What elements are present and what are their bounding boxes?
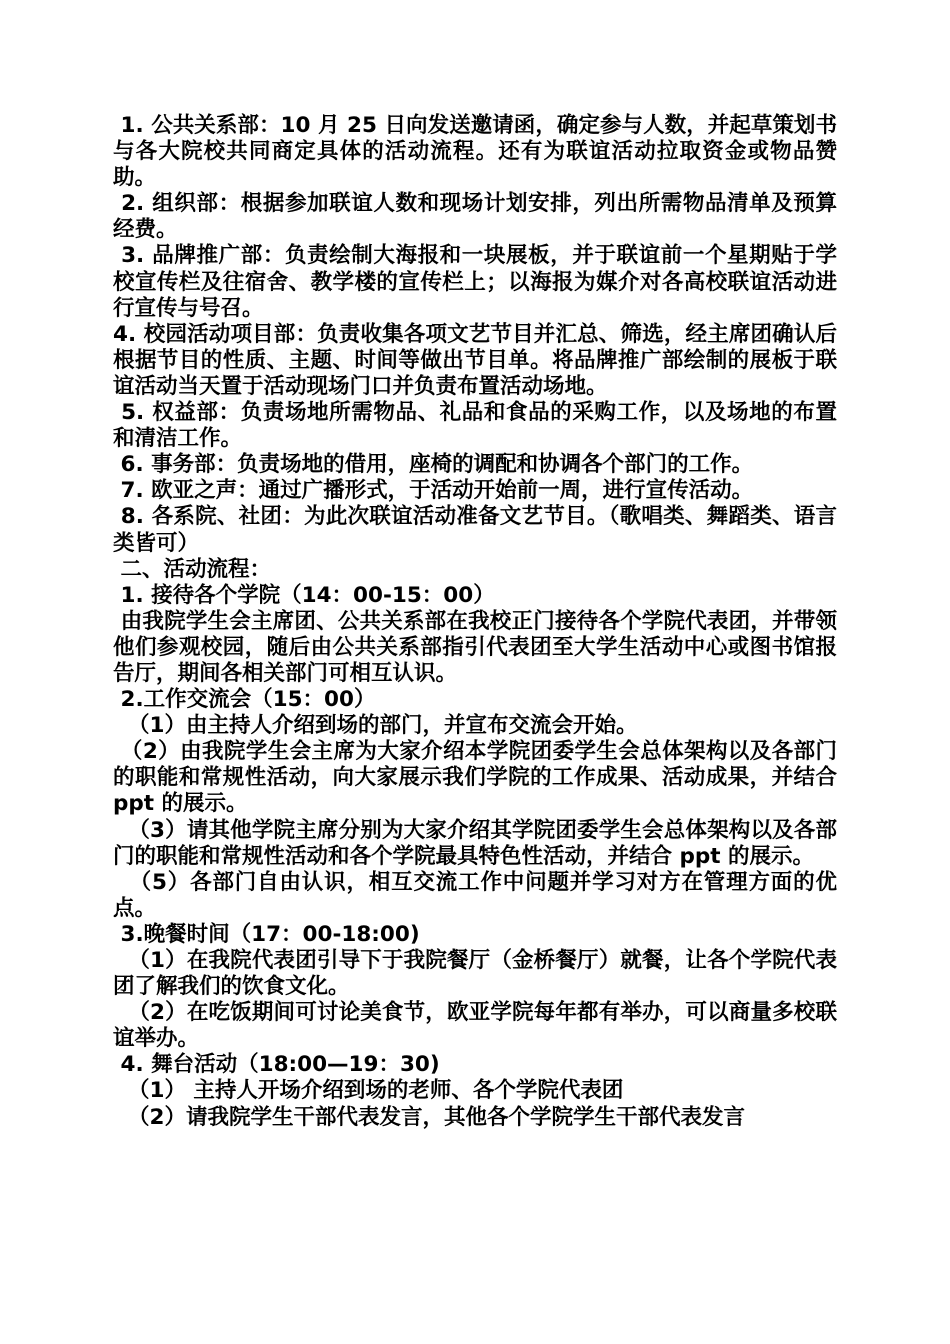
paragraph-affairs: 6. 事务部：负责场地的借用，座椅的调配和协调各个部门的工作。 <box>113 452 754 478</box>
paragraph-departments-clubs: 8. 各系院、社团：为此次联谊活动准备文艺节目。（歌唱类、舞蹈类、语言类皆可） <box>113 504 837 556</box>
list-item-stage-1: （1） 主持人开场介绍到场的老师、各个学院代表团 <box>113 1078 624 1104</box>
list-item-exchange-5: （5）各部门自由认识，相互交流工作中问题并学习对方在管理方面的优点。 <box>113 869 837 921</box>
list-item-exchange-3: （3）请其他学院主席分别为大家介绍其学院团委学生会总体架构以及各部门的职能和常规性活动和各个学院最具特色性活动，并结合 ppt 的展示。 <box>113 817 837 869</box>
step-heading-stage: 4. 舞台活动（18:00—19：30) <box>113 1052 440 1078</box>
paragraph-rights: 5. 权益部：负责场地所需物品、礼品和食品的采购工作，以及场地的布置和清洁工作。 <box>113 400 837 452</box>
paragraph-brand-promotion: 3. 品牌推广部：负责绘制大海报和一块展板，并于联谊前一个星期贴于学校宣传栏及往宿舍、教学楼的宣传栏上；以海报为媒介对各高校联谊活动进行宣传与号召。 <box>113 243 837 321</box>
step-heading-dinner: 3.晚餐时间（17：00-18:00) <box>113 921 420 947</box>
section-heading-process: 二、活动流程： <box>113 556 272 582</box>
list-item-exchange-1: （1）由主持人介绍到场的部门，并宣布交流会开始。 <box>113 713 638 739</box>
paragraph-public-relations: 1. 公共关系部：10 月 25 日向发送邀请函，确定参与人数，并起草策划书与各大院校共同商定具体的活动流程。还有为联谊活动拉取资金或物品赞助。 <box>113 113 837 191</box>
paragraph-reception: 由我院学生会主席团、公共关系部在我校正门接待各个学院代表团，并带领他们参观校园，随后由公共关系部指引代表团至大学生活动中心或图书馆报告厅，期间各相关部门可相互认识。 <box>113 608 837 686</box>
document-page <box>113 113 845 1131</box>
paragraph-campus-activities: 4. 校园活动项目部：负责收集各项文艺节目并汇总、筛选，经主席团确认后根据节目的性质、主题、时间等做出节目单。将品牌推广部绘制的展板于联谊活动当天置于活动现场门口并负责布置活动场地。 <box>113 321 837 399</box>
list-item-dinner-1: （1）在我院代表团引导下于我院餐厅（金桥餐厅）就餐，让各个学院代表团了解我们的饮食文化。 <box>113 948 837 1000</box>
paragraph-organization: 2. 组织部：根据参加联谊人数和现场计划安排，列出所需物品清单及预算经费。 <box>113 191 837 243</box>
list-item-stage-2: （2）请我院学生干部代表发言，其他各个学院学生干部代表发言 <box>113 1104 745 1130</box>
step-heading-exchange: 2.工作交流会（15：00） <box>113 687 376 713</box>
step-heading-reception: 1. 接待各个学院（14：00-15：00） <box>113 582 495 608</box>
list-item-exchange-2: （2）由我院学生会主席为大家介绍本学院团委学生会总体架构以及各部门的职能和常规性活动，向大家展示我们学院的工作成果、活动成果，并结合 ppt 的展示。 <box>113 739 845 817</box>
paragraph-euro-asia-voice: 7. 欧亚之声：通过广播形式，于活动开始前一周，进行宣传活动。 <box>113 478 754 504</box>
list-item-dinner-2: （2）在吃饭期间可讨论美食节，欧亚学院每年都有举办，可以商量多校联谊举办。 <box>113 1000 837 1052</box>
